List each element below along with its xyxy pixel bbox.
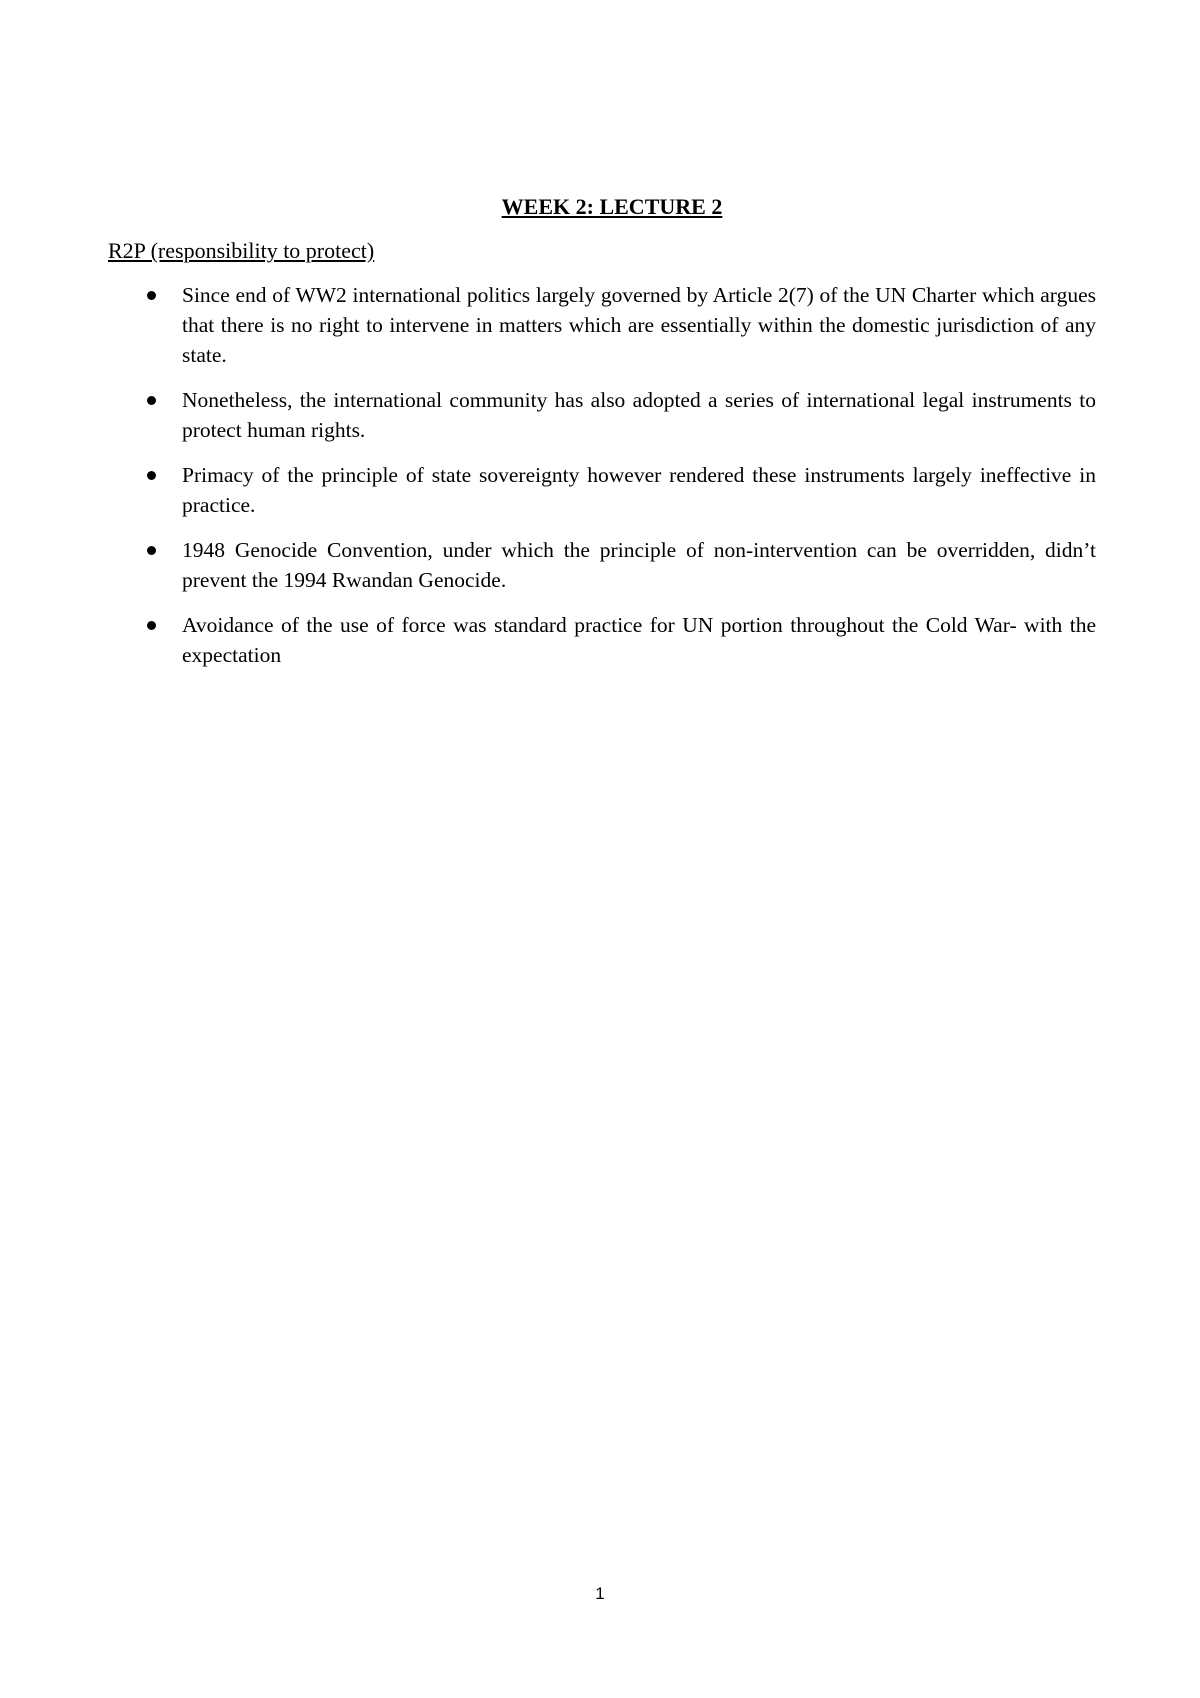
page-title: WEEK 2: LECTURE 2 [501, 194, 723, 219]
list-item-text: 1948 Genocide Convention, under which the principle of non-intervention can be overridden, didn’t prevent the 1994 Rwandan Genocide. [182, 538, 1096, 592]
bullet-icon [147, 621, 156, 630]
list-item-text: Nonetheless, the international community has also adopted a series of international legal instruments to protect human rights. [182, 388, 1096, 442]
list-item-text: Primacy of the principle of state sovereignty however rendered these instruments largely ineffective in practice. [182, 463, 1096, 517]
list-item [108, 535, 1096, 595]
document-body [108, 192, 1096, 685]
list-item [108, 610, 1096, 670]
bullet-icon [147, 291, 156, 300]
list-item [108, 460, 1096, 520]
list-item [108, 385, 1096, 445]
bullet-icon [147, 471, 156, 480]
bullet-icon [147, 546, 156, 555]
bullet-icon [147, 396, 156, 405]
list-item-text: Avoidance of the use of force was standard practice for UN portion throughout the Cold War- with the expectation [182, 613, 1096, 667]
bullet-list [108, 280, 1096, 670]
page-number: 1 [595, 1584, 605, 1603]
list-item [108, 280, 1096, 370]
list-item-text: Since end of WW2 international politics largely governed by Article 2(7) of the UN Charter which argues that there is no right to intervene in matters which are essentially within the domestic jurisdiction of any state. [182, 283, 1096, 367]
section-heading: R2P (responsibility to protect) [108, 238, 375, 263]
